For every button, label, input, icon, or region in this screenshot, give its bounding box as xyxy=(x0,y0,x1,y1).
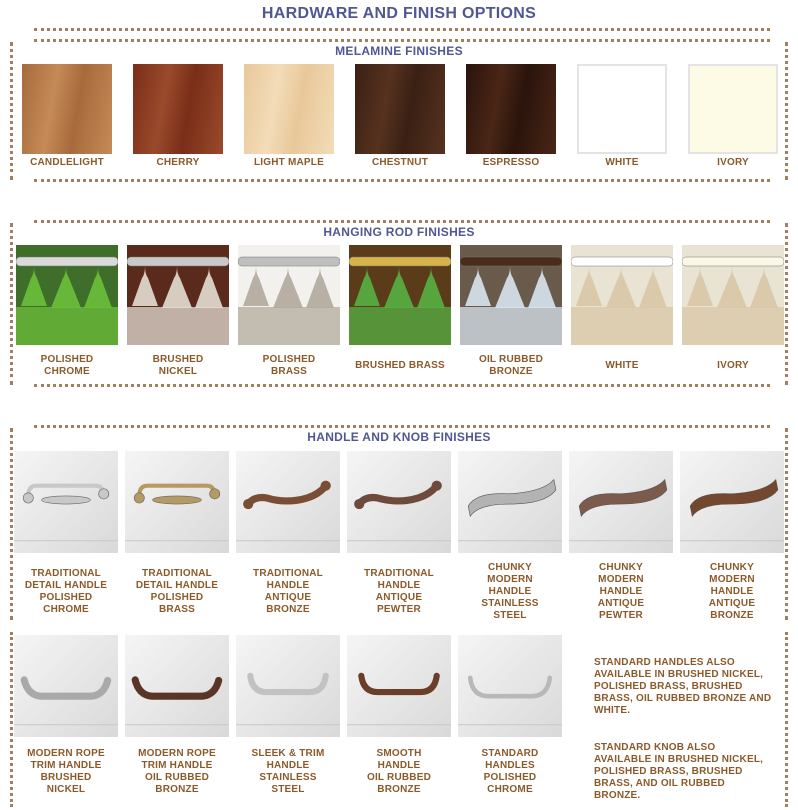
melamine-cell xyxy=(355,64,445,174)
melamine-label: WHITE xyxy=(605,157,639,168)
handle-label-line: BRUSHED xyxy=(40,772,92,783)
handle-icon xyxy=(125,450,229,554)
handle-label-line: NICKEL xyxy=(46,784,86,795)
handle-label-line: TRADITIONAL xyxy=(142,568,212,579)
melamine-left-border xyxy=(10,42,13,180)
handle-label-line: HANDLE xyxy=(377,760,421,771)
melamine-bottom-border xyxy=(34,179,770,182)
rods-bottom-border xyxy=(34,384,770,387)
handle-label-line: HANDLE xyxy=(488,586,532,597)
rod-photo[interactable] xyxy=(571,245,673,345)
melamine-cell xyxy=(133,64,223,174)
handle-cell xyxy=(458,634,562,806)
handle-label xyxy=(14,748,118,796)
handle-label-line: OIL RUBBED xyxy=(366,772,432,783)
rod-label-line: NICKEL xyxy=(158,366,198,377)
handles-left-border xyxy=(10,428,13,620)
handle-icon xyxy=(458,634,562,738)
rods-section-title: HANGING ROD FINISHES xyxy=(323,225,475,239)
handle-label-line: BRONZE xyxy=(266,604,310,615)
melamine-label: ESPRESSO xyxy=(482,157,540,168)
rod-label-line: IVORY xyxy=(717,360,749,371)
rod-label xyxy=(571,360,673,372)
melamine-cell xyxy=(466,64,556,174)
handle-label-line: HANDLES xyxy=(485,760,535,771)
handle-cell xyxy=(680,450,784,622)
handle-label-line: STAINLESS xyxy=(259,772,317,783)
melamine-swatch[interactable] xyxy=(577,64,667,154)
handle-icon xyxy=(236,450,340,554)
handles-row2-right-border xyxy=(785,632,788,807)
handle-photo[interactable] xyxy=(347,634,451,738)
handle-label-line: ANTIQUE xyxy=(264,592,312,603)
handle-label xyxy=(125,748,229,796)
rods-right-border xyxy=(785,223,788,385)
melamine-right-border xyxy=(785,42,788,180)
handle-label-line: CHUNKY xyxy=(599,562,643,573)
handle-cell xyxy=(125,450,229,622)
handle-cell xyxy=(236,450,340,622)
melamine-swatch[interactable] xyxy=(22,64,112,154)
handle-label-line: STANDARD xyxy=(481,748,539,759)
handle-label-line: DETAIL HANDLE xyxy=(135,580,219,591)
handle-photo[interactable] xyxy=(125,634,229,738)
handle-label-line: BRONZE xyxy=(377,784,421,795)
handle-label-line: CHUNKY xyxy=(710,562,754,573)
handle-label-line: STEEL xyxy=(271,784,305,795)
handle-label-line: SLEEK & TRIM xyxy=(251,748,325,759)
melamine-cell xyxy=(22,64,112,174)
rod-label xyxy=(127,354,229,378)
handle-label xyxy=(569,562,673,622)
rod-label-line: POLISHED xyxy=(262,354,316,365)
rods-top-border xyxy=(34,220,770,223)
handle-label-line: TRADITIONAL xyxy=(364,568,434,579)
melamine-label: CANDLELIGHT xyxy=(30,157,104,168)
handle-label-line: OIL RUBBED xyxy=(144,772,210,783)
handle-icon xyxy=(569,450,673,554)
handle-icon xyxy=(236,634,340,738)
handle-label xyxy=(458,748,562,796)
rod-label-line: WHITE xyxy=(605,360,639,371)
handle-cell xyxy=(236,634,340,806)
handles-right-border xyxy=(785,428,788,620)
handle-icon xyxy=(458,450,562,554)
handle-icon xyxy=(125,634,229,738)
rod-label xyxy=(16,354,118,378)
rod-cell xyxy=(238,245,340,380)
handles-top-border xyxy=(34,425,770,428)
hanger-icon xyxy=(682,245,784,345)
handle-icon xyxy=(347,450,451,554)
rod-label-line: BRUSHED xyxy=(152,354,204,365)
handle-cell xyxy=(14,450,118,622)
rod-photo[interactable] xyxy=(238,245,340,345)
handle-label xyxy=(680,562,784,622)
handle-photo[interactable] xyxy=(458,634,562,738)
melamine-swatch[interactable] xyxy=(688,64,778,154)
handle-label-line: MODERN xyxy=(709,574,755,585)
handle-label-line: DETAIL HANDLE xyxy=(24,580,108,591)
rod-label-line: BRONZE xyxy=(489,366,533,377)
hanger-icon xyxy=(127,245,229,345)
melamine-swatch[interactable] xyxy=(466,64,556,154)
handle-label xyxy=(236,748,340,796)
melamine-top-border xyxy=(34,39,770,42)
melamine-cell xyxy=(688,64,778,174)
rod-label-line: OIL RUBBED xyxy=(478,354,544,365)
handle-label xyxy=(347,748,451,796)
handle-cell xyxy=(14,634,118,806)
rod-cell xyxy=(682,245,784,380)
handle-photo[interactable] xyxy=(14,450,118,554)
handle-label-line: CHROME xyxy=(487,784,533,795)
handle-label xyxy=(458,562,562,622)
rod-label xyxy=(460,354,562,378)
handle-label-line: POLISHED xyxy=(483,772,537,783)
handle-label-line: STAINLESS xyxy=(481,598,539,609)
title-divider xyxy=(34,28,770,31)
handle-photo[interactable] xyxy=(347,450,451,554)
handle-label-line: HANDLE xyxy=(377,580,421,591)
handles-section-title: HANDLE AND KNOB FINISHES xyxy=(307,430,491,444)
handle-label-line: BRONZE xyxy=(710,610,754,621)
handle-label-line: MODERN ROPE xyxy=(138,748,216,759)
rod-cell xyxy=(127,245,229,380)
rod-photo[interactable] xyxy=(127,245,229,345)
rod-photo[interactable] xyxy=(682,245,784,345)
rod-label xyxy=(682,360,784,372)
handle-photo[interactable] xyxy=(236,634,340,738)
rod-photo[interactable] xyxy=(16,245,118,345)
rod-cell xyxy=(460,245,562,380)
melamine-section-title: MELAMINE FINISHES xyxy=(335,44,463,58)
handle-photo[interactable] xyxy=(680,450,784,554)
handle-label-line: SMOOTH xyxy=(376,748,422,759)
rod-label-line: BRUSHED BRASS xyxy=(355,360,445,371)
handle-label-line: HANDLE xyxy=(266,580,310,591)
handle-label-line: ANTIQUE xyxy=(375,592,423,603)
handle-label-line: BRASS xyxy=(158,604,195,615)
handle-cell xyxy=(347,634,451,806)
melamine-label: LIGHT MAPLE xyxy=(254,157,324,168)
handle-label-line: HANDLE xyxy=(599,586,643,597)
hanger-icon xyxy=(349,245,451,345)
rod-photo[interactable] xyxy=(349,245,451,345)
hanger-icon xyxy=(460,245,562,345)
melamine-swatch[interactable] xyxy=(355,64,445,154)
handle-label-line: HANDLE xyxy=(266,760,310,771)
handle-label-line: ANTIQUE xyxy=(597,598,645,609)
handle-icon xyxy=(347,634,451,738)
handle-photo[interactable] xyxy=(458,450,562,554)
melamine-swatch[interactable] xyxy=(133,64,223,154)
melamine-cell xyxy=(244,64,334,174)
melamine-label: CHERRY xyxy=(156,157,200,168)
handle-cell xyxy=(125,634,229,806)
rods-left-border xyxy=(10,223,13,385)
handle-label-line: MODERN xyxy=(598,574,644,585)
rod-label-line: BRASS xyxy=(270,366,307,377)
handle-label-line: ANTIQUE xyxy=(708,598,756,609)
handle-photo[interactable] xyxy=(569,450,673,554)
handle-label-line: CHUNKY xyxy=(488,562,532,573)
handle-label-line: MODERN xyxy=(487,574,533,585)
handle-cell xyxy=(569,450,673,622)
handle-label-line: TRIM HANDLE xyxy=(141,760,213,771)
melamine-swatch[interactable] xyxy=(244,64,334,154)
handle-photo[interactable] xyxy=(14,634,118,738)
handle-cell xyxy=(347,450,451,622)
page-title: HARDWARE AND FINISH OPTIONS xyxy=(261,5,537,22)
handle-label-line: MODERN ROPE xyxy=(27,748,105,759)
handle-label-line: TRIM HANDLE xyxy=(30,760,102,771)
melamine-label: CHESTNUT xyxy=(371,157,429,168)
handle-label-line: POLISHED xyxy=(39,592,93,603)
handle-label-line: POLISHED xyxy=(150,592,204,603)
rod-photo[interactable] xyxy=(460,245,562,345)
hanger-icon xyxy=(16,245,118,345)
handle-label xyxy=(125,568,229,616)
handle-label-line: CHROME xyxy=(43,604,89,615)
rod-cell xyxy=(16,245,118,380)
melamine-label: IVORY xyxy=(717,157,749,168)
handle-label-line: PEWTER xyxy=(377,604,421,615)
handle-icon xyxy=(14,450,118,554)
handles-row2-left-border xyxy=(10,632,13,807)
hanger-icon xyxy=(571,245,673,345)
rod-cell xyxy=(571,245,673,380)
handle-label-line: STEEL xyxy=(493,610,527,621)
rod-label-line: CHROME xyxy=(44,366,90,377)
rod-cell xyxy=(349,245,451,380)
hanger-icon xyxy=(238,245,340,345)
handle-cell xyxy=(458,450,562,622)
standard-knob-note: STANDARD KNOB ALSO AVAILABLE IN BRUSHED NICKEL, POLISHED BRASS, BRUSHED BRASS, AND OIL RUBBED BRONZE. xyxy=(594,742,764,801)
handle-label xyxy=(14,568,118,616)
handle-label-line: HANDLE xyxy=(710,586,754,597)
handle-label xyxy=(236,568,340,616)
handle-photo[interactable] xyxy=(236,450,340,554)
rod-label xyxy=(349,360,451,372)
handle-label-line: BRONZE xyxy=(155,784,199,795)
handle-icon xyxy=(680,450,784,554)
handle-photo[interactable] xyxy=(125,450,229,554)
handle-label-line: PEWTER xyxy=(599,610,643,621)
handle-label-line: TRADITIONAL xyxy=(31,568,101,579)
handle-label xyxy=(347,568,451,616)
rod-label xyxy=(238,354,340,378)
rod-label-line: POLISHED xyxy=(40,354,94,365)
handle-label-line: TRADITIONAL xyxy=(253,568,323,579)
handle-icon xyxy=(14,634,118,738)
standard-handles-note: STANDARD HANDLES ALSO AVAILABLE IN BRUSHED NICKEL, POLISHED BRASS, BRUSHED BRASS, OIL RUBBED BRONZE AND WHITE. xyxy=(594,657,772,716)
melamine-cell xyxy=(577,64,667,174)
